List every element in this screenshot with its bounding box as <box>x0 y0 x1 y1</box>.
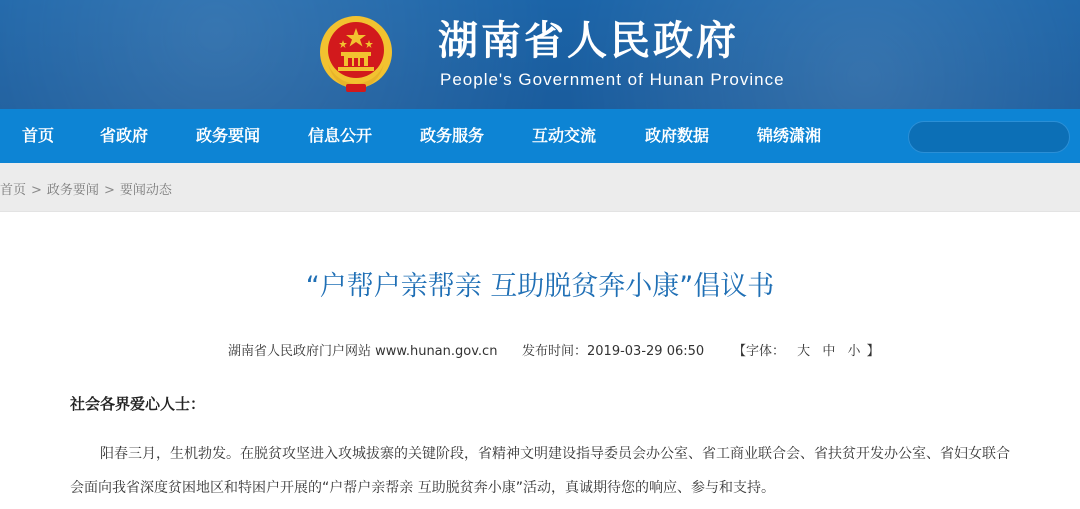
breadcrumb-separator: > <box>31 183 42 198</box>
nav-item-government-services[interactable]: 政务服务 <box>420 126 485 145</box>
site-title: 湖南省人民政府 <box>438 17 739 64</box>
publish-time-label: 发布时间： <box>522 344 588 359</box>
breadcrumb-item-home[interactable]: 首页 <box>0 183 27 198</box>
font-size-close-bracket: 】 <box>866 344 880 359</box>
nav-item-information-disclosure[interactable]: 信息公开 <box>308 126 373 145</box>
nav-item-government-news[interactable]: 政务要闻 <box>196 126 261 145</box>
national-emblem-icon[interactable] <box>314 12 398 96</box>
breadcrumb-item-news-updates[interactable]: 要闻动态 <box>119 183 172 198</box>
site-header <box>0 0 1080 109</box>
font-size-small-button[interactable]: 小 <box>847 344 861 359</box>
nav-item-jinxiu-xiaoxiang[interactable]: 锦绣潇湘 <box>757 126 822 145</box>
breadcrumb <box>0 181 172 201</box>
nav-item-interaction[interactable]: 互动交流 <box>532 126 597 145</box>
article-title: “户帮户亲帮亲 互助脱贫奔小康”倡议书 <box>305 271 775 302</box>
article-publish-time <box>522 342 704 362</box>
site-subtitle: People's Government of Hunan Province <box>440 70 785 89</box>
search-input[interactable] <box>908 121 1070 153</box>
nav-item-provincial-government[interactable]: 省政府 <box>100 126 149 145</box>
font-size-control <box>733 342 880 362</box>
article-salutation: 社会各界爱心人士： <box>70 395 206 413</box>
breadcrumb-separator: > <box>103 183 115 198</box>
article-source: 湖南省人民政府门户网站 www.hunan.gov.cn <box>228 344 498 359</box>
publish-time-value: 2019-03-29 06:50 <box>587 344 705 359</box>
font-size-label: 【字体： <box>733 344 786 359</box>
font-size-large-button[interactable]: 大 <box>797 344 811 359</box>
font-size-medium-button[interactable]: 中 <box>822 344 836 359</box>
article-paragraph: 阳春三月，生机勃发。在脱贫攻坚进入攻城拔寨的关键阶段，省精神文明建设指导委员会办公室、省工商业联合会、省扶贫开发办公室、省妇女联合会面向我省深度贫困地区和特困户开展的“户帮户亲帮亲 互助脱贫奔小康”活动，真诚期待您的响应、参与和支持。 <box>70 446 1010 496</box>
breadcrumb-item-government-news[interactable]: 政务要闻 <box>46 183 99 198</box>
nav-item-home[interactable]: 首页 <box>22 126 55 145</box>
nav-item-government-data[interactable]: 政府数据 <box>645 126 710 145</box>
